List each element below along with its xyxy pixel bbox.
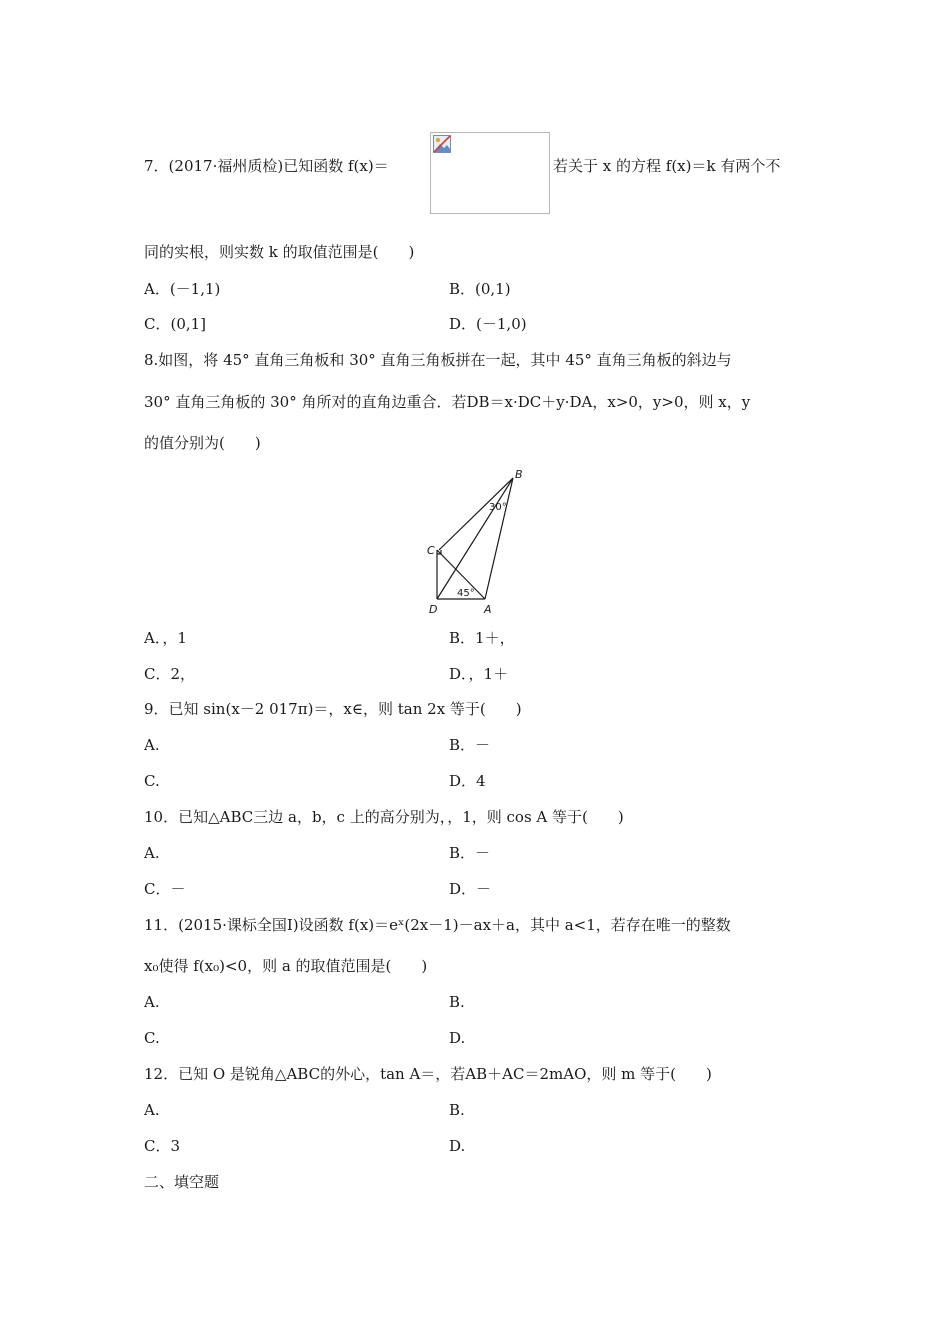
angle-30-label: 30°: [489, 502, 507, 513]
q9-option-b[interactable]: B．－: [449, 736, 491, 754]
edge-db: [437, 478, 513, 599]
q11-option-a[interactable]: A.: [144, 993, 160, 1011]
q7-option-d[interactable]: D．(－1,0): [449, 315, 527, 333]
q10-option-c[interactable]: C．－: [144, 880, 186, 898]
q8-option-c[interactable]: C．2，: [144, 665, 196, 683]
q12-option-d[interactable]: D.: [449, 1137, 466, 1155]
section-heading-fill-in: 二、填空题: [144, 1173, 220, 1191]
q10-option-d[interactable]: D．－: [449, 880, 492, 898]
q7-option-c[interactable]: C．(0,1]: [144, 315, 207, 333]
q7-option-a[interactable]: A．(－1,1): [144, 280, 221, 298]
formula-image-placeholder: [430, 132, 550, 214]
angle-45-label: 45°: [457, 588, 475, 599]
q12-option-b[interactable]: B.: [449, 1101, 465, 1119]
q8-option-b[interactable]: B．1＋，: [449, 629, 515, 647]
vertex-d-label: D: [429, 603, 438, 616]
q10-option-b[interactable]: B．－: [449, 844, 491, 862]
q8-stem-line1: 8.如图，将 45° 直角三角板和 30° 直角三角板拼在一起，其中 45° 直角三角板的斜边与: [144, 351, 732, 369]
q9-stem: 9．已知 sin(x－2 017π)＝，x∈，则 tan 2x 等于( ): [144, 700, 522, 718]
q11-option-d[interactable]: D.: [449, 1029, 466, 1047]
triangle-figure: [420, 466, 530, 618]
broken-image-icon: [433, 135, 451, 153]
edge-ab: [485, 478, 513, 599]
vertex-c-label: C: [427, 544, 435, 557]
q9-option-d[interactable]: D．4: [449, 772, 486, 790]
q12-option-a[interactable]: A.: [144, 1101, 160, 1119]
q9-option-c[interactable]: C.: [144, 772, 160, 790]
q7-stem-lead: 7．(2017·福州质检)已知函数 f(x)＝: [144, 157, 389, 175]
q10-option-a[interactable]: A.: [144, 844, 160, 862]
q7-stem-tail: 若关于 x 的方程 f(x)＝k 有两个不: [553, 157, 781, 175]
q11-stem-line2: x₀使得 f(x₀)<0，则 a 的取值范围是( ): [144, 957, 428, 975]
q8-option-d[interactable]: D．，1＋: [449, 665, 509, 683]
q10-stem: 10．已知△ABC三边 a，b，c 上的高分别为，，1，则 cos A 等于( ): [144, 808, 624, 826]
q11-option-c[interactable]: C.: [144, 1029, 160, 1047]
q7-option-b[interactable]: B．(0,1): [449, 280, 511, 298]
q8-stem-line3: 的值分别为( ): [144, 434, 261, 452]
q11-stem-line1: 11．(2015·课标全国Ⅰ)设函数 f(x)＝eˣ(2x－1)－ax＋a，其中 a<1，若存在唯一的整数: [144, 916, 731, 934]
q12-option-c[interactable]: C．3: [144, 1137, 181, 1155]
vertex-b-label: B: [515, 468, 523, 481]
edge-cb: [439, 478, 513, 550]
q8-stem-line2: 30° 直角三角板的 30° 角所对的直角边重合．若DB＝x·DC＋y·DA，x>0，y>0，则 x，y: [144, 393, 751, 411]
q11-option-b[interactable]: B.: [449, 993, 465, 1011]
q8-option-a[interactable]: A．，1: [144, 629, 187, 647]
q7-stem-line2: 同的实根，则实数 k 的取值范围是( ): [144, 243, 415, 261]
q12-stem: 12．已知 O 是锐角△ABC的外心，tan A＝，若AB＋AC＝2mAO，则 m 等于( ): [144, 1065, 712, 1083]
vertex-a-label: A: [484, 603, 492, 616]
q9-option-a[interactable]: A.: [144, 736, 160, 754]
